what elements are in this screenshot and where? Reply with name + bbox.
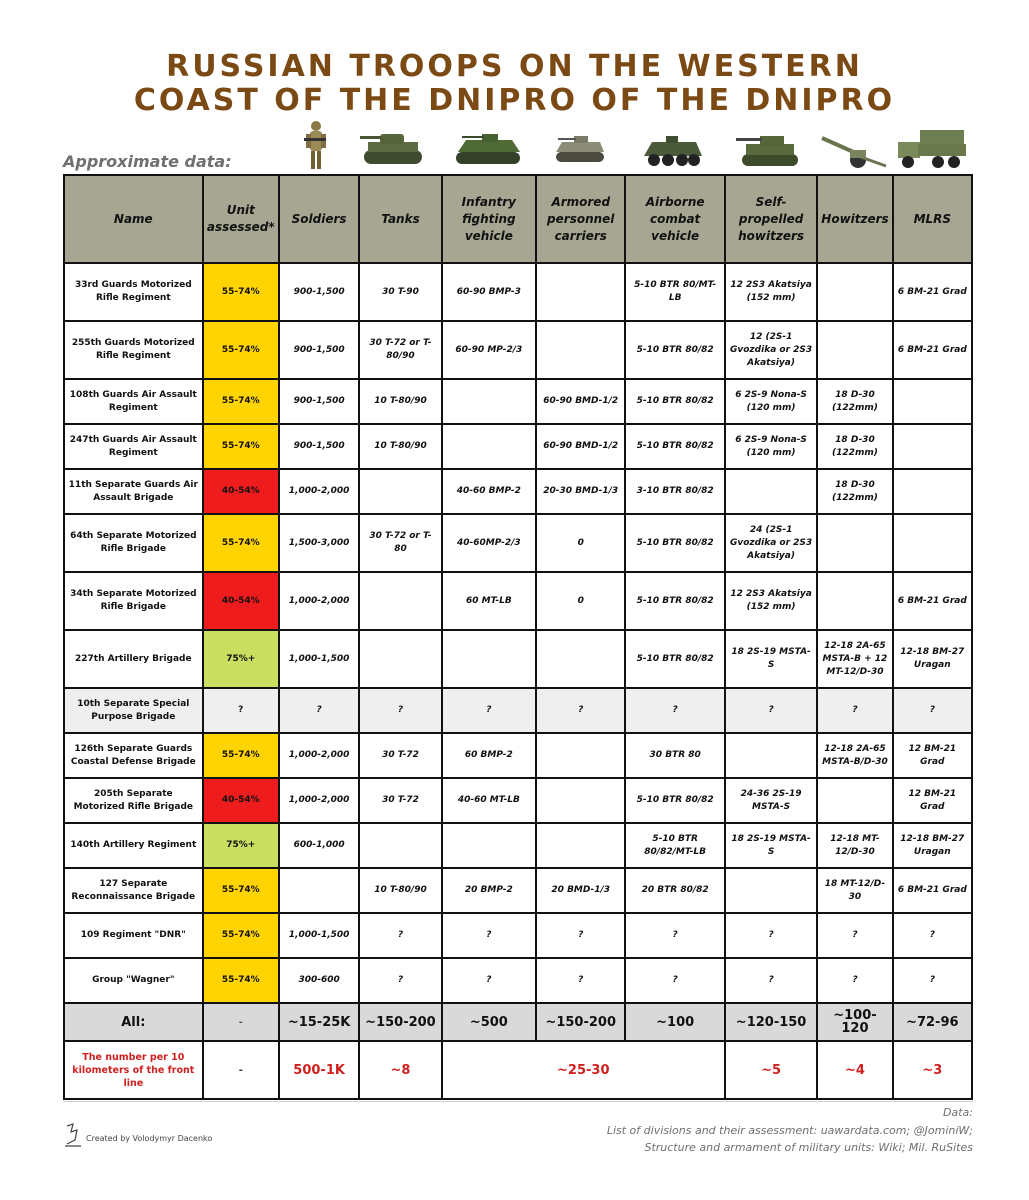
ifv-cell: 40-60 BMP-2 xyxy=(442,469,536,514)
tanks-cell: 30 T-90 xyxy=(359,263,441,321)
apc-cell: 60-90 BMD-1/2 xyxy=(536,424,625,469)
airborne-cell: 5-10 BTR 80/82/MT-LB xyxy=(625,823,724,868)
tanks-cell: 30 T-72 xyxy=(359,733,441,778)
howitzers-cell: 18 MT-12/D-30 xyxy=(817,868,892,913)
tanks-cell: 30 T-72 or T-80 xyxy=(359,514,441,572)
header-howitzers: Howitzers xyxy=(817,175,892,263)
apc-cell xyxy=(536,321,625,379)
per-10km-howitzers: ~4 xyxy=(817,1041,892,1099)
author-credit: Created by Volodymyr Dacenko xyxy=(86,1134,213,1143)
sources-line: Structure and armament of military units: Wiki; Mil. RuSites xyxy=(644,1141,973,1154)
howitzers-cell: ? xyxy=(817,913,892,958)
status-badge: 40-54% xyxy=(203,469,279,514)
header-airborne: Airborne combat vehicle xyxy=(625,175,724,263)
unit-name: 255th Guards Motorized Rifle Regiment xyxy=(64,321,203,379)
airborne-cell: ? xyxy=(625,958,724,1003)
mlrs-cell xyxy=(893,514,972,572)
airborne-cell: ? xyxy=(625,688,724,733)
table-row xyxy=(64,958,972,1003)
unit-name: 109 Regiment "DNR" xyxy=(64,913,203,958)
airborne-cell: ? xyxy=(625,913,724,958)
header-apc: Armored personnel carriers xyxy=(536,175,625,263)
soldiers-cell: 1,500-3,000 xyxy=(279,514,359,572)
mlrs-cell: 12-18 BM-27 Uragan xyxy=(893,630,972,688)
title-line-1: RUSSIAN TROOPS ON THE WESTERN xyxy=(166,49,863,84)
tanks-cell xyxy=(359,630,441,688)
per-10km-assessed: - xyxy=(203,1041,279,1099)
mlrs-cell: 6 BM-21 Grad xyxy=(893,321,972,379)
ifv-cell: 40-60MP-2/3 xyxy=(442,514,536,572)
howitzers-cell xyxy=(817,778,892,823)
header-tanks: Tanks xyxy=(359,175,441,263)
soldiers-cell: 1,000-2,000 xyxy=(279,469,359,514)
howitzers-cell: 12-18 2A-65 MSTA-B/D-30 xyxy=(817,733,892,778)
sources-line: List of divisions and their assessment: uawardata.com; @JominiW; xyxy=(606,1123,973,1137)
sources-heading: Data: xyxy=(943,1106,973,1119)
tanks-cell: 30 T-72 xyxy=(359,778,441,823)
header-ifv: Infantry fighting vehicle xyxy=(442,175,536,263)
ifv-icon xyxy=(452,130,524,170)
apc-cell: 20-30 BMD-1/3 xyxy=(536,469,625,514)
apc-icon xyxy=(552,130,608,170)
unit-name: 33rd Guards Motorized Rifle Regiment xyxy=(64,263,203,321)
soldiers-cell xyxy=(279,868,359,913)
howitzers-cell: 18 D-30 (122mm) xyxy=(817,469,892,514)
apc-cell: ? xyxy=(536,958,625,1003)
table-row xyxy=(64,630,972,688)
ifv-cell: 20 BMP-2 xyxy=(442,868,536,913)
footer-divider xyxy=(63,1101,973,1102)
airborne-cell: 20 BTR 80/82 xyxy=(625,868,724,913)
totals-soldiers: ~15-25K xyxy=(279,1003,359,1041)
apc-cell: 20 BMD-1/3 xyxy=(536,868,625,913)
data-sources xyxy=(607,1104,973,1157)
ifv-cell: 60 BMP-2 xyxy=(442,733,536,778)
howitzers-cell: 12-18 2A-65 MSTA-B + 12 MT-12/D-30 xyxy=(817,630,892,688)
status-badge: 40-54% xyxy=(203,572,279,630)
totals-ifv: ~500 xyxy=(442,1003,536,1041)
unit-name: 140th Artillery Regiment xyxy=(64,823,203,868)
totals-airborne: ~100 xyxy=(625,1003,724,1041)
apc-cell xyxy=(536,630,625,688)
self-propelled-howitzer-icon xyxy=(736,130,802,170)
table-row xyxy=(64,868,972,913)
sph-cell: 12 2S3 Akatsiya (152 mm) xyxy=(725,263,817,321)
ifv-cell: ? xyxy=(442,958,536,1003)
mlrs-cell: 12-18 BM-27 Uragan xyxy=(893,823,972,868)
unit-name: 227th Artillery Brigade xyxy=(64,630,203,688)
soldiers-cell: 1,000-1,500 xyxy=(279,630,359,688)
apc-cell xyxy=(536,823,625,868)
totals-label: All: xyxy=(64,1003,203,1041)
header-sph: Self-propelled howitzers xyxy=(725,175,817,263)
table-row xyxy=(64,913,972,958)
sph-cell: 18 2S-19 MSTA-S xyxy=(725,823,817,868)
ifv-cell: 60-90 BMP-3 xyxy=(442,263,536,321)
title-line-2: COAST OF THE DNIPRO OF THE DNIPRO xyxy=(133,83,896,118)
soldiers-cell: 1,000-2,000 xyxy=(279,733,359,778)
table-row xyxy=(64,514,972,572)
airborne-cell: 5-10 BTR 80/82 xyxy=(625,514,724,572)
table-row xyxy=(64,469,972,514)
howitzers-cell xyxy=(817,263,892,321)
soldiers-cell: 900-1,500 xyxy=(279,424,359,469)
unit-name: Group "Wagner" xyxy=(64,958,203,1003)
mlrs-cell xyxy=(893,469,972,514)
ifv-cell: ? xyxy=(442,688,536,733)
sph-cell: 12 2S3 Akatsiya (152 mm) xyxy=(725,572,817,630)
mlrs-cell xyxy=(893,424,972,469)
mlrs-cell: ? xyxy=(893,688,972,733)
ifv-cell: ? xyxy=(442,913,536,958)
ifv-cell xyxy=(442,424,536,469)
sph-cell: 18 2S-19 MSTA-S xyxy=(725,630,817,688)
sph-cell xyxy=(725,469,817,514)
airborne-cell: 5-10 BTR 80/82 xyxy=(625,321,724,379)
mlrs-cell xyxy=(893,379,972,424)
status-badge: 55-74% xyxy=(203,321,279,379)
status-badge: 55-74% xyxy=(203,379,279,424)
tank-icon xyxy=(360,124,426,170)
airborne-cell: 5-10 BTR 80/82 xyxy=(625,424,724,469)
status-badge: 75%+ xyxy=(203,630,279,688)
table-row xyxy=(64,733,972,778)
howitzers-cell: 12-18 MT-12/D-30 xyxy=(817,823,892,868)
status-badge: 55-74% xyxy=(203,958,279,1003)
table-row xyxy=(64,379,972,424)
apc-cell xyxy=(536,263,625,321)
sph-cell: ? xyxy=(725,958,817,1003)
sph-cell: 24 (2S-1 Gvozdika or 2S3 Akatsiya) xyxy=(725,514,817,572)
howitzer-icon xyxy=(818,132,888,170)
tanks-cell xyxy=(359,469,441,514)
airborne-cell: 30 BTR 80 xyxy=(625,733,724,778)
ifv-cell xyxy=(442,379,536,424)
apc-cell xyxy=(536,778,625,823)
unit-name: 126th Separate Guards Coastal Defense Brigade xyxy=(64,733,203,778)
status-badge: 55-74% xyxy=(203,514,279,572)
airborne-cell: 5-10 BTR 80/82 xyxy=(625,572,724,630)
table-row xyxy=(64,823,972,868)
soldiers-cell: 300-600 xyxy=(279,958,359,1003)
mlrs-cell: 12 BM-21 Grad xyxy=(893,733,972,778)
tanks-cell: ? xyxy=(359,913,441,958)
per-10km-label: The number per 10 kilometers of the front line xyxy=(64,1041,203,1099)
status-badge: 40-54% xyxy=(203,778,279,823)
table-row xyxy=(64,778,972,823)
per-10km-tanks: ~8 xyxy=(359,1041,441,1099)
ifv-cell xyxy=(442,630,536,688)
mlrs-cell: ? xyxy=(893,913,972,958)
totals-mlrs: ~72-96 xyxy=(893,1003,972,1041)
troops-table xyxy=(63,174,973,1100)
apc-cell: ? xyxy=(536,688,625,733)
ifv-cell: 60-90 MP-2/3 xyxy=(442,321,536,379)
totals-tanks: ~150-200 xyxy=(359,1003,441,1041)
howitzers-cell: 18 D-30 (122mm) xyxy=(817,379,892,424)
tanks-cell: ? xyxy=(359,688,441,733)
header-mlrs: MLRS xyxy=(893,175,972,263)
tanks-cell: 30 T-72 or T-80/90 xyxy=(359,321,441,379)
airborne-cell: 5-10 BTR 80/MT-LB xyxy=(625,263,724,321)
per-10km-mlrs: ~3 xyxy=(893,1041,972,1099)
soldiers-cell: ? xyxy=(279,688,359,733)
totals-sph: ~120-150 xyxy=(725,1003,817,1041)
table-row xyxy=(64,424,972,469)
unit-name: 10th Separate Special Purpose Brigade xyxy=(64,688,203,733)
sph-cell xyxy=(725,868,817,913)
totals-assessed: - xyxy=(203,1003,279,1041)
header-name: Name xyxy=(64,175,203,263)
mlrs-cell: 6 BM-21 Grad xyxy=(893,263,972,321)
mlrs-cell: ? xyxy=(893,958,972,1003)
soldier-icon xyxy=(302,118,330,174)
unit-name: 34th Separate Motorized Rifle Brigade xyxy=(64,572,203,630)
per-10km-vehicles: ~25-30 xyxy=(442,1041,725,1099)
sph-cell xyxy=(725,733,817,778)
howitzers-cell: ? xyxy=(817,958,892,1003)
airborne-cell: 5-10 BTR 80/82 xyxy=(625,778,724,823)
table-row xyxy=(64,572,972,630)
tanks-cell: 10 T-80/90 xyxy=(359,379,441,424)
status-badge: 55-74% xyxy=(203,868,279,913)
ifv-cell: 60 MT-LB xyxy=(442,572,536,630)
unit-name: 247th Guards Air Assault Regiment xyxy=(64,424,203,469)
ifv-cell xyxy=(442,823,536,868)
tanks-cell xyxy=(359,823,441,868)
status-badge: 55-74% xyxy=(203,263,279,321)
mlrs-cell: 6 BM-21 Grad xyxy=(893,868,972,913)
howitzers-cell xyxy=(817,572,892,630)
tanks-cell: ? xyxy=(359,958,441,1003)
howitzers-cell xyxy=(817,514,892,572)
unit-name: 11th Separate Guards Air Assault Brigade xyxy=(64,469,203,514)
tanks-cell: 10 T-80/90 xyxy=(359,868,441,913)
airborne-cell: 5-10 BTR 80/82 xyxy=(625,379,724,424)
status-badge: 75%+ xyxy=(203,823,279,868)
howitzers-cell: 18 D-30 (122mm) xyxy=(817,424,892,469)
header-soldiers: Soldiers xyxy=(279,175,359,263)
sph-cell: ? xyxy=(725,688,817,733)
apc-cell: ? xyxy=(536,913,625,958)
mlrs-cell: 6 BM-21 Grad xyxy=(893,572,972,630)
ifv-cell: 40-60 MT-LB xyxy=(442,778,536,823)
soldiers-cell: 1,000-1,500 xyxy=(279,913,359,958)
totals-howitzers: ~100-120 xyxy=(817,1003,892,1041)
table-row xyxy=(64,688,972,733)
per-10km-row xyxy=(64,1041,972,1099)
sph-cell: 24-36 2S-19 MSTA-S xyxy=(725,778,817,823)
sph-cell: 12 (2S-1 Gvozdika or 2S3 Akatsiya) xyxy=(725,321,817,379)
airborne-combat-vehicle-icon xyxy=(640,132,704,172)
apc-cell xyxy=(536,733,625,778)
mlrs-cell: 12 BM-21 Grad xyxy=(893,778,972,823)
soldiers-cell: 1,000-2,000 xyxy=(279,572,359,630)
table-row xyxy=(64,263,972,321)
apc-cell: 0 xyxy=(536,514,625,572)
sph-cell: ? xyxy=(725,913,817,958)
soldiers-cell: 1,000-2,000 xyxy=(279,778,359,823)
howitzers-cell: ? xyxy=(817,688,892,733)
soldiers-cell: 900-1,500 xyxy=(279,379,359,424)
mlrs-icon xyxy=(894,124,968,172)
unit-name: 127 Separate Reconnaissance Brigade xyxy=(64,868,203,913)
sph-cell: 6 2S-9 Nona-S (120 mm) xyxy=(725,424,817,469)
howitzers-cell xyxy=(817,321,892,379)
status-badge: 55-74% xyxy=(203,733,279,778)
apc-cell: 60-90 BMD-1/2 xyxy=(536,379,625,424)
soldiers-cell: 600-1,000 xyxy=(279,823,359,868)
status-badge: 55-74% xyxy=(203,424,279,469)
per-10km-sph: ~5 xyxy=(725,1041,817,1099)
header-unit-assessed: Unit assessed* xyxy=(203,175,279,263)
sph-cell: 6 2S-9 Nona-S (120 mm) xyxy=(725,379,817,424)
tanks-cell xyxy=(359,572,441,630)
status-badge: 55-74% xyxy=(203,913,279,958)
totals-apc: ~150-200 xyxy=(536,1003,625,1041)
apc-cell: 0 xyxy=(536,572,625,630)
approximate-data-label: Approximate data: xyxy=(63,152,232,171)
unit-name: 205th Separate Motorized Rifle Brigade xyxy=(64,778,203,823)
airborne-cell: 3-10 BTR 80/82 xyxy=(625,469,724,514)
airborne-cell: 5-10 BTR 80/82 xyxy=(625,630,724,688)
status-badge: ? xyxy=(203,688,279,733)
header-row xyxy=(64,175,972,263)
soldiers-cell: 900-1,500 xyxy=(279,263,359,321)
totals-row xyxy=(64,1003,972,1041)
unit-name: 108th Guards Air Assault Regiment xyxy=(64,379,203,424)
table-row xyxy=(64,321,972,379)
tanks-cell: 10 T-80/90 xyxy=(359,424,441,469)
per-10km-soldiers: 500-1K xyxy=(279,1041,359,1099)
page-title xyxy=(0,50,1029,118)
author-logo-icon xyxy=(63,1122,83,1148)
unit-name: 64th Separate Motorized Rifle Brigade xyxy=(64,514,203,572)
soldiers-cell: 900-1,500 xyxy=(279,321,359,379)
